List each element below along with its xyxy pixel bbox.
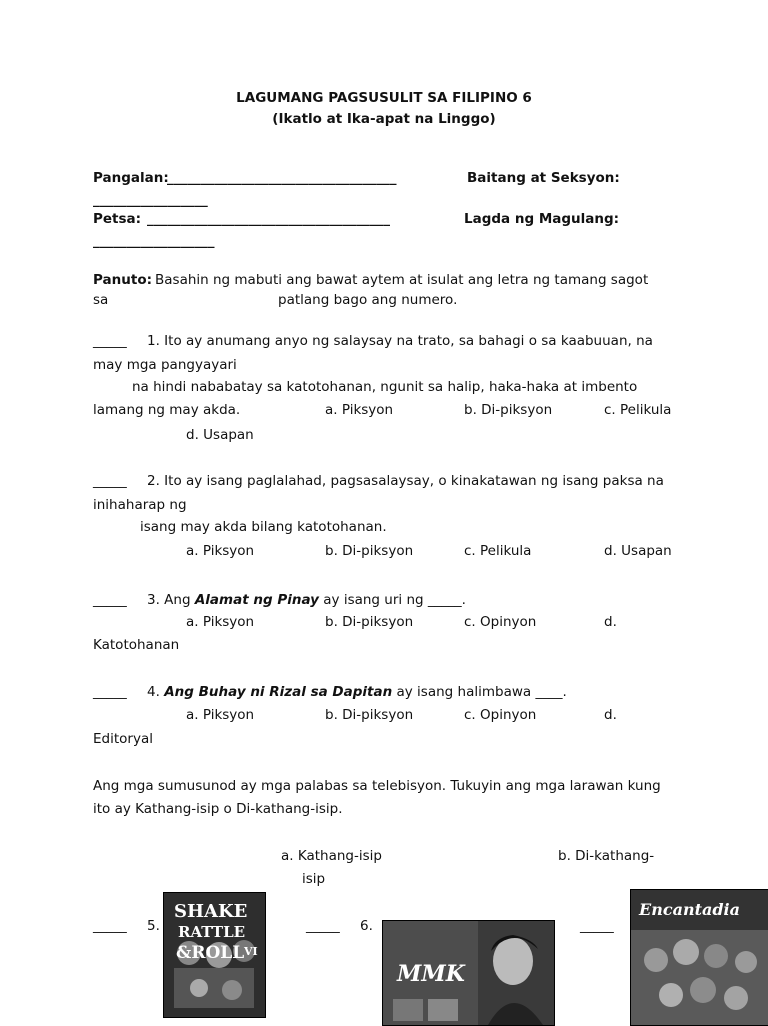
item6-blank[interactable]: _____ bbox=[306, 918, 340, 934]
q1-text-line2: may mga pangyayari bbox=[93, 357, 237, 373]
q3-title: Alamat ng Pinay bbox=[194, 592, 319, 608]
q3-option-a: a. Piksyon bbox=[186, 614, 255, 630]
q4-option-c: c. Opinyon bbox=[464, 707, 537, 723]
q1-text-line4: lamang ng may akda. bbox=[93, 402, 241, 418]
q2-text-line3: isang may akda bilang katotohanan. bbox=[140, 519, 387, 535]
q3-suffix: ay isang uri ng _____. bbox=[323, 592, 466, 608]
q1-option-d: d. Usapan bbox=[186, 427, 254, 443]
q3-option-b: b. Di-piksyon bbox=[325, 614, 414, 630]
q4-option-d-cont: Editoryal bbox=[93, 731, 153, 747]
q2-option-b: b. Di-piksyon bbox=[325, 543, 414, 559]
instructions-label: Panuto: bbox=[93, 272, 152, 288]
q1-text-line1: 1. Ito ay anumang anyo ng salaysay na trato, sa bahagi o sa kaabuuan, na bbox=[147, 333, 653, 349]
q4-option-d: d. bbox=[604, 707, 617, 723]
q3-option-c: c. Opinyon bbox=[464, 614, 537, 630]
page-subtitle: (Ikatlo at Ika-apat na Linggo) bbox=[272, 111, 496, 127]
q2-text-line1: 2. Ito ay isang paglalahad, pagsasalaysay, o kinakatawan ng isang paksa na bbox=[147, 473, 664, 489]
poster-shake-num: VI bbox=[244, 945, 258, 958]
section2-choice-b-cont: isip bbox=[302, 871, 326, 887]
section2-line2: ito ay Kathang-isip o Di-kathang-isip. bbox=[93, 801, 343, 817]
poster-encantadia bbox=[630, 889, 768, 1026]
q4-option-b: b. Di-piksyon bbox=[325, 707, 414, 723]
q2-option-d: d. Usapan bbox=[604, 543, 672, 559]
q3-text bbox=[147, 592, 466, 608]
poster-shake-line2: RATTLE bbox=[178, 923, 246, 941]
q2-blank[interactable]: _____ bbox=[93, 473, 127, 489]
instructions-line2a: sa bbox=[93, 292, 109, 308]
q3-option-d-cont: Katotohanan bbox=[93, 637, 180, 653]
q1-option-b: b. Di-piksyon bbox=[464, 402, 553, 418]
page-title: LAGUMANG PAGSUSULIT SA FILIPINO 6 bbox=[236, 90, 532, 106]
q2-option-a: a. Piksyon bbox=[186, 543, 255, 559]
q1-option-c: c. Pelikula bbox=[604, 402, 672, 418]
q2-text-line2: inihaharap ng bbox=[93, 497, 187, 513]
q3-blank[interactable]: _____ bbox=[93, 592, 127, 608]
item5-blank[interactable]: _____ bbox=[93, 918, 127, 934]
instructions-line1: Basahin ng mabuti ang bawat aytem at isulat ang letra ng tamang sagot bbox=[155, 272, 649, 288]
grade-line[interactable]: _________________ bbox=[93, 192, 208, 208]
q1-text-line3: na hindi nababatay sa katotohanan, ngunit sa halip, haka-haka at imbento bbox=[132, 379, 638, 395]
q4-text bbox=[147, 684, 567, 700]
section2-choice-a: a. Kathang-isip bbox=[281, 848, 382, 864]
q4-blank[interactable]: _____ bbox=[93, 684, 127, 700]
section2-line1: Ang mga sumusunod ay mga palabas sa telebisyon. Tukuyin ang mga larawan kung bbox=[93, 778, 661, 794]
q3-prefix: 3. Ang bbox=[147, 592, 191, 608]
date-label: Petsa: bbox=[93, 211, 142, 227]
q1-blank[interactable]: _____ bbox=[93, 333, 127, 349]
sign-line[interactable]: __________________ bbox=[93, 233, 215, 249]
section2-choice-b: b. Di-kathang- bbox=[558, 848, 655, 864]
item7-blank[interactable]: _____ bbox=[580, 918, 614, 934]
sign-label: Lagda ng Magulang: bbox=[464, 211, 620, 227]
q4-option-a: a. Piksyon bbox=[186, 707, 255, 723]
item6-number: 6. bbox=[360, 918, 373, 934]
poster-encantadia-title: Encantadia bbox=[639, 900, 740, 919]
poster-shake-line3: &ROLL bbox=[176, 943, 245, 963]
instructions-line2b: patlang bago ang numero. bbox=[278, 292, 458, 308]
name-line[interactable]: __________________________________ bbox=[167, 170, 397, 186]
poster-shake-line1: SHAKE bbox=[174, 901, 248, 922]
q1-option-a: a. Piksyon bbox=[325, 402, 394, 418]
poster-mmk-title: MMK bbox=[397, 961, 465, 987]
q2-option-c: c. Pelikula bbox=[464, 543, 532, 559]
q4-prefix: 4. bbox=[147, 684, 160, 700]
q3-option-d: d. bbox=[604, 614, 617, 630]
grade-label: Baitang at Seksyon: bbox=[467, 170, 620, 186]
date-line[interactable]: ____________________________________ bbox=[147, 211, 390, 227]
name-label: Pangalan: bbox=[93, 170, 169, 186]
q4-suffix: ay isang halimbawa ____. bbox=[396, 684, 567, 700]
poster-shake-rattle-roll bbox=[163, 892, 266, 1018]
q4-title: Ang Buhay ni Rizal sa Dapitan bbox=[164, 684, 393, 700]
item5-number: 5. bbox=[147, 918, 160, 934]
poster-mmk bbox=[382, 920, 555, 1026]
